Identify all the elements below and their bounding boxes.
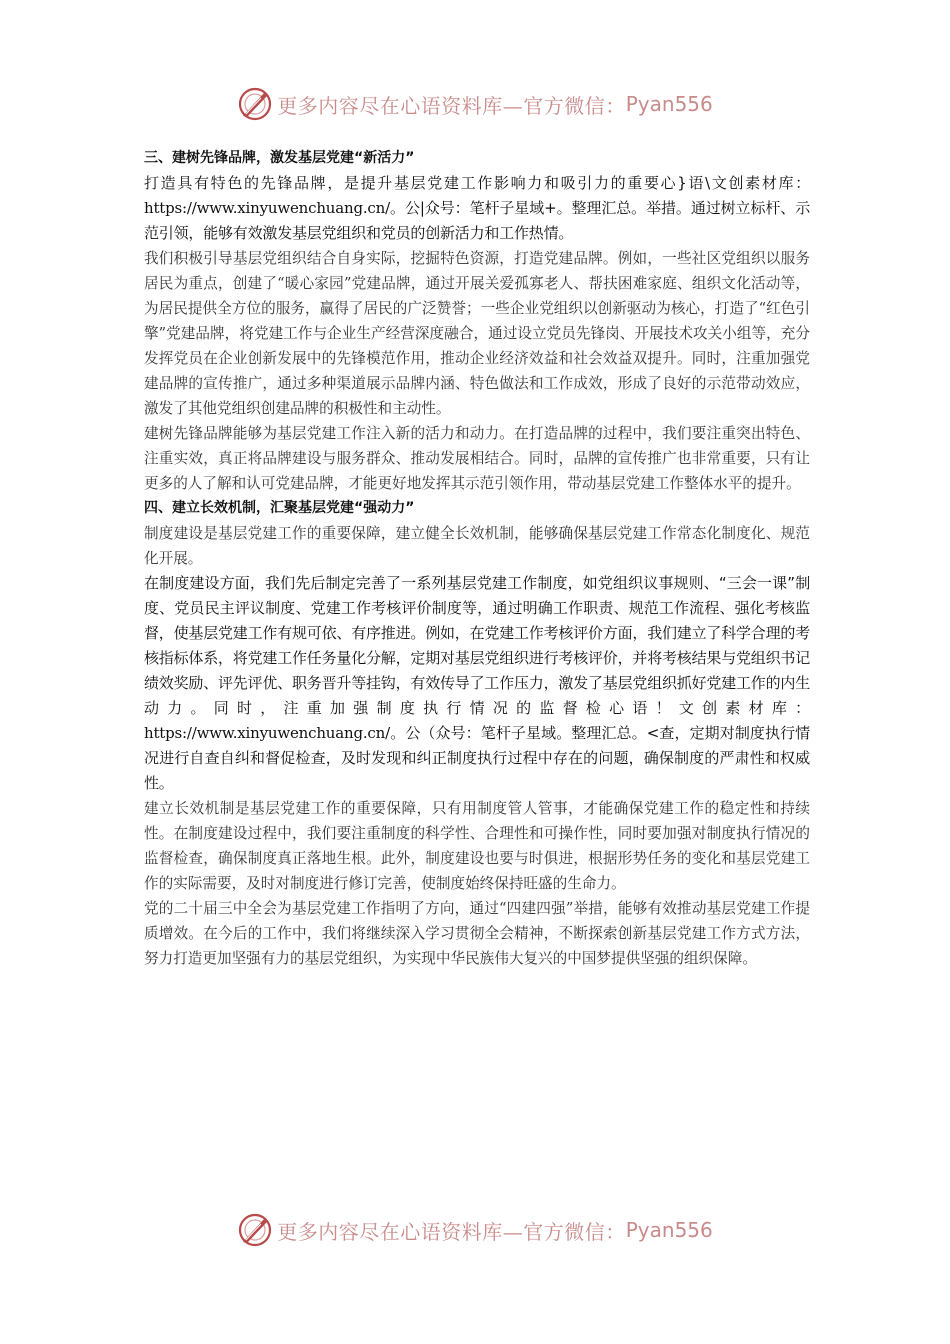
quill-logo-icon [237, 1212, 273, 1248]
inserted-text: 。公（众号：笔杆子星域。整理汇总。<查，定期对制度执行情况进行自查自纠和督促检查，及时发现和纠正制度执行过程中存在的问题，确保制度的严肃性和权威性。 [144, 724, 810, 792]
paragraph: 建立长效机制是基层党建工作的重要保障，只有用制度管人管事，才能确保党建工作的稳定性和持续性。在制度建设过程中，我们要注重制度的科学性、合理性和可操作性，同时要加强对制度执行情况的监督检查，确保制度真正落地生根。此外，制度建设也要与时俱进，根据形势任务的变化和基层党建工作的实际需要，及时对制度进行修订完善，使制度始终保持旺盛的生命力。 [144, 800, 810, 892]
banner-text: 更多内容尽在心语资料库—官方微信： [277, 93, 626, 118]
paragraph: 我们积极引导基层党组织结合自身实际，挖掘特色资源，打造党建品牌。例如，一些社区党组织以服务居民为重点，创建了“暖心家园”党建品牌，通过开展关爱孤寡老人、帮扶困难家庭、组织文化活动等，为居民提供全方位的服务，赢得了居民的广泛赞誉；一些企业党组织以创新驱动为核心，打造了“红色引擎”党建品牌，将党建工作与企业生产经营深度融合，通过设立党员先锋岗、开展技术攻关小组等，充分发挥党员在企业创新发展中的先锋模范作用，推动企业经济效益和社会效益双提升。同时，注重加强党建品牌的宣传推广，通过多种渠道展示品牌内涵、特色做法和工作成效，形成了良好的示范带动效应，激发了其他党组织创建品牌的积极性和主动性。 [144, 250, 810, 417]
paragraph: 党的二十届三中全会为基层党建工作指明了方向，通过“四建四强”举措，能够有效推动基层党建工作提质增效。在今后的工作中，我们将继续深入学习贯彻全会精神，不断探索创新基层党建工作方式方法，努力打造更加坚强有力的基层党组织，为实现中华民族伟大复兴的中国梦提供坚强的组织保障。 [144, 900, 810, 967]
inserted-text: 打造具有特色的先锋品牌，是提升基层党建工作影响力和吸引力的重要心}语\文创素材库： [144, 174, 810, 192]
inserted-text: 在制度建设方面，我们先后制定完善了一系列基层党建工作制度，如党组织议事规则、“三会一课”制度、党员民主评议制度、党建工作考核评价制度等，通过明确工作职责、规范工作流程、强化考核监督，使基层党建工作有规可依、有序推进。例如，在党建工作考核评价方面，我们建立了科学合理的考核指标体系，将党建工作任务量化分解，定期对基层党组织进行考核评价，并将考核结果与党组织书记绩效奖励、评先评优、职务晋升等挂钩，有效传导了工作压力，激发了基层党组织抓好党建工作的内生动力。同时，注重加强制度执行情况的监督检心语！文创素材库： [144, 574, 811, 717]
section-heading: 四、建立长效机制，汇聚基层党建“强动力” [144, 500, 415, 516]
paragraph [144, 571, 810, 796]
inserted-text: 。公|众号：笔杆子星域+。整理汇总。举措。通过树立标杆、示范引领，能够有效激发基层党组织和党员的创新活力和工作热情。 [144, 199, 810, 242]
document-body [144, 146, 810, 971]
paragraph: 制度建设是基层党建工作的重要保障，建立健全长效机制，能够确保基层党建工作常态化制度化、规范化开展。 [144, 525, 810, 567]
paragraph: 建树先锋品牌能够为基层党建工作注入新的活力和动力。在打造品牌的过程中，我们要注重突出特色、注重实效，真正将品牌建设与服务群众、推动发展相结合。同时，品牌的宣传推广也非常重要，只有让更多的人了解和认可党建品牌，才能更好地发挥其示范引领作用，带动基层党建工作整体水平的提升。 [144, 425, 810, 492]
quill-logo-icon [237, 86, 273, 122]
banner-text: 更多内容尽在心语资料库—官方微信： [277, 1219, 626, 1244]
url-link[interactable]: https://www.xinyuwenchuang.cn/ [144, 724, 390, 742]
header-banner [0, 84, 950, 124]
paragraph [144, 171, 810, 246]
banner-handle: Pyan556 [625, 1218, 713, 1242]
section-heading: 三、建树先锋品牌，激发基层党建“新活力” [144, 150, 415, 166]
banner-handle: Pyan556 [625, 92, 713, 116]
footer-banner [0, 1210, 950, 1250]
url-link[interactable]: https://www.xinyuwenchuang.cn/ [144, 199, 390, 217]
